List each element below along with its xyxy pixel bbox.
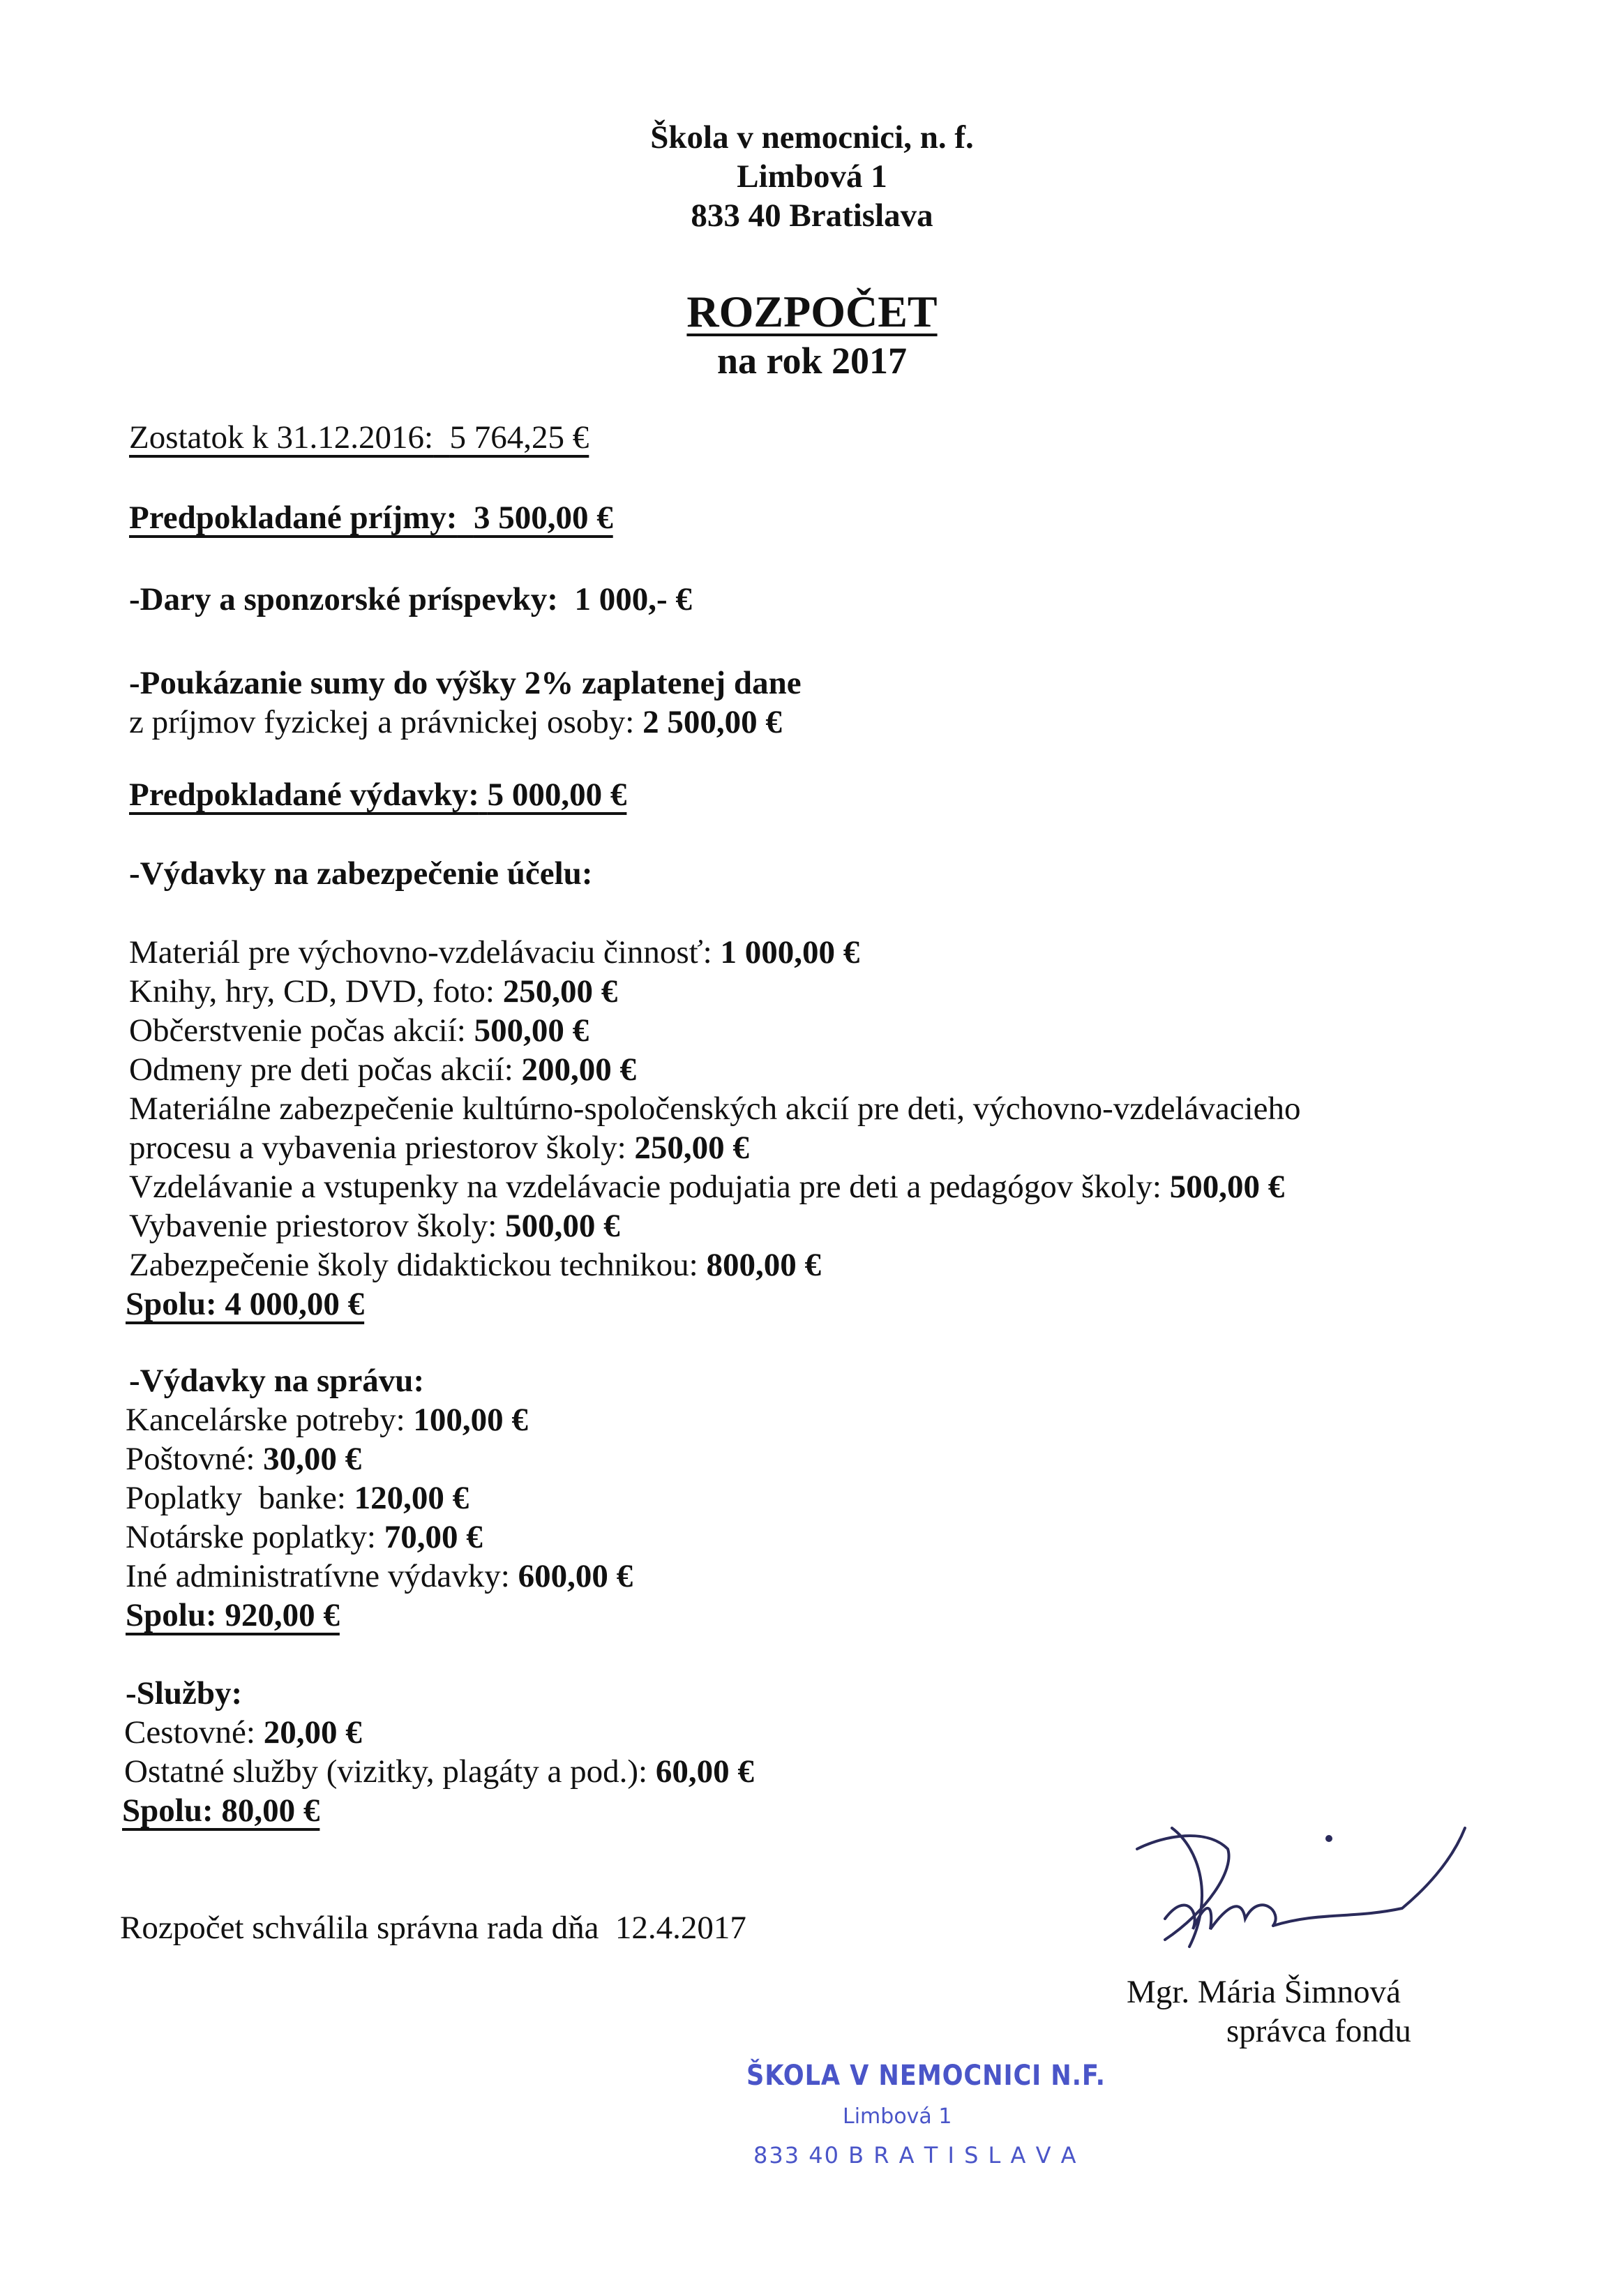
tax-line-2: z príjmov fyzickej a právnickej osoby: 2 500,00 € — [129, 704, 782, 740]
admin-total: Spolu: 920,00 € — [126, 1597, 340, 1633]
purpose-item: Zabezpečenie školy didaktickou technikou: 800,00 € — [129, 1247, 821, 1283]
signatory-role: správca fondu — [1226, 2013, 1411, 2049]
admin-heading: -Výdavky na správu: — [129, 1363, 425, 1399]
tax-line-1: -Poukázanie sumy do výšky 2% zaplatenej dane — [129, 665, 802, 701]
income-heading — [129, 499, 613, 537]
purpose-item: Občerstvenie počas akcií: 500,00 € — [129, 1012, 589, 1049]
signatory-name: Mgr. Mária Šimnová — [1127, 1974, 1401, 2010]
purpose-item: Vybavenie priestorov školy: 500,00 € — [129, 1208, 620, 1244]
purpose-item: Materiál pre výchovno-vzdelávaciu činnosť: 1 000,00 € — [129, 934, 860, 971]
income-value: 3 500,00 € — [473, 500, 613, 536]
balance-line — [129, 419, 589, 456]
services-heading: -Služby: — [126, 1675, 243, 1712]
org-name: Škola v nemocnici, n. f. — [650, 119, 974, 156]
stamp-line-3: 833 40 B R A T I S L A V A — [753, 2142, 1078, 2169]
admin-item: Kancelárske potreby: 100,00 € — [126, 1402, 528, 1438]
services-item: Cestovné: 20,00 € — [124, 1714, 362, 1751]
document-subtitle: na rok 2017 — [716, 340, 908, 382]
purpose-total: Spolu: 4 000,00 € — [126, 1286, 365, 1322]
admin-item: Poplatky banke: 120,00 € — [126, 1480, 469, 1516]
approval-text: Rozpočet schválila správna rada dňa 12.4.2017 — [120, 1910, 746, 1946]
balance-label: Zostatok k 31.12.2016: — [129, 419, 434, 456]
purpose-item: Knihy, hry, CD, DVD, foto: 250,00 € — [129, 973, 618, 1010]
org-street: Limbová 1 — [737, 158, 887, 195]
balance-value: 5 764,25 € — [449, 419, 589, 456]
admin-item: Notárske poplatky: 70,00 € — [126, 1519, 483, 1555]
expenses-heading: Predpokladané výdavky: 5 000,00 € — [129, 777, 627, 813]
admin-item: Iné administratívne výdavky: 600,00 € — [126, 1558, 633, 1594]
stamp-line-2: Limbová 1 — [843, 2104, 952, 2129]
services-item: Ostatné služby (vizitky, plagáty a pod.): 60,00 € — [124, 1753, 754, 1790]
services-total: Spolu: 80,00 € — [122, 1792, 320, 1829]
purpose-heading: -Výdavky na zabezpečenie účelu: — [129, 855, 593, 892]
purpose-item: Vzdelávanie a vstupenky na vzdelávacie podujatia pre deti a pedagógov školy: 500,00 € — [129, 1169, 1285, 1205]
signature-image — [1123, 1807, 1486, 1975]
stamp-line-1: ŠKOLA V NEMOCNICI N.F. — [746, 2060, 1106, 2092]
document-title: ROZPOČET — [686, 287, 938, 336]
donations-line: -Dary a sponzorské príspevky: 1 000,- € — [129, 581, 692, 617]
income-label: Predpokladané príjmy: — [129, 500, 458, 536]
purpose-item: procesu a vybavenia priestorov školy: 250,00 € — [129, 1130, 749, 1166]
admin-item: Poštovné: 30,00 € — [126, 1441, 362, 1477]
purpose-item: Materiálne zabezpečenie kultúrno-spoločenských akcií pre deti, výchovno-vzdelávacieho — [129, 1091, 1301, 1127]
purpose-item: Odmeny pre deti počas akcií: 200,00 € — [129, 1051, 637, 1088]
org-city: 833 40 Bratislava — [691, 197, 933, 234]
